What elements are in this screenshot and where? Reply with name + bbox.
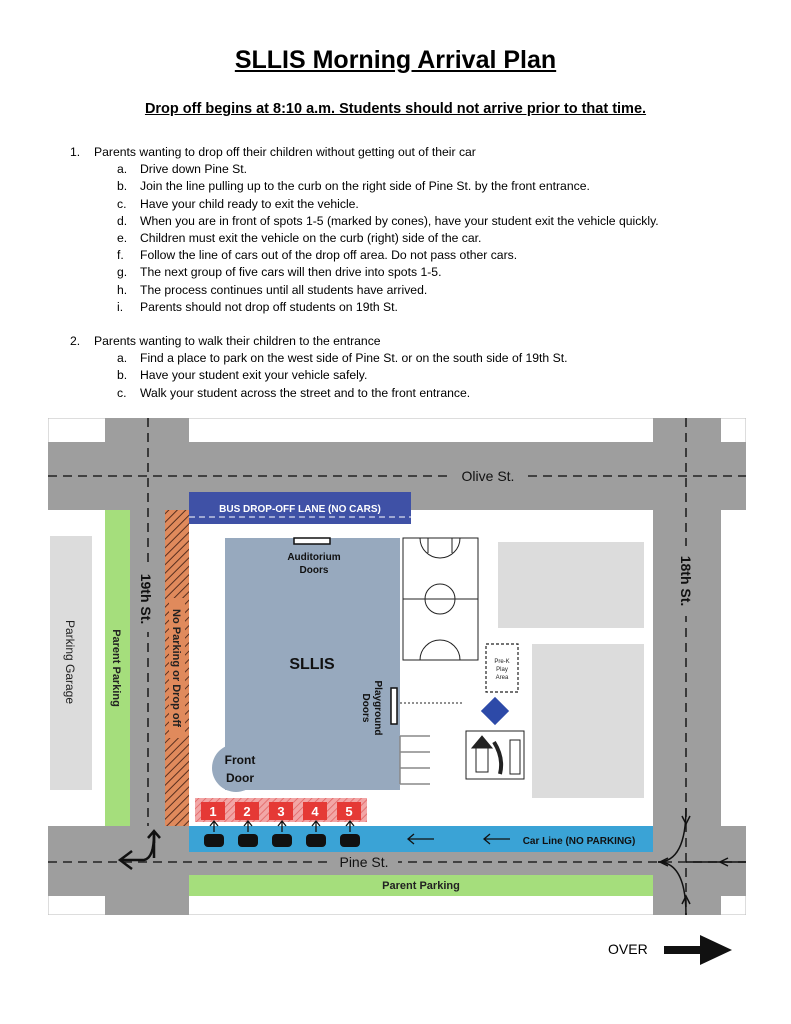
instruction-list <box>70 144 659 402</box>
list-letter: b. <box>117 179 128 194</box>
arrow-right-icon <box>664 933 734 967</box>
front-door-label-2: Door <box>226 771 254 785</box>
section-2-heading <box>70 333 659 350</box>
auditorium-doors-marker <box>294 538 330 544</box>
no-parking-label: No Parking or Drop off <box>170 609 182 727</box>
list-item <box>70 299 659 316</box>
parent-parking-left-label: Parent Parking <box>110 629 122 707</box>
list-letter: a. <box>117 162 128 177</box>
spot-1: 1 <box>209 804 217 819</box>
list-text: Join the line pulling up to the curb on the right side of Pine St. by the front entrance. <box>140 179 590 194</box>
page-title: SLLIS Morning Arrival Plan <box>234 46 557 74</box>
list-item <box>70 350 659 367</box>
list-text: When you are in front of spots 1-5 (marked by cones), have your student exit the vehicle quickly. <box>140 213 659 228</box>
list-text: Walk your student across the street and to the front entrance. <box>140 385 471 400</box>
list-letter: c. <box>117 196 127 211</box>
section-2-text: Parents wanting to walk their children to the entrance <box>94 334 381 349</box>
eighteenth-st-label: 18th St. <box>678 555 694 607</box>
list-text: Follow the line of cars out of the drop off area. Do not pass other cars. <box>140 248 518 263</box>
school-label: SLLIS <box>289 656 335 673</box>
list-text: Children must exit the vehicle on the curb (right) side of the car. <box>140 231 482 246</box>
page-subtitle: Drop off begins at 8:10 a.m. Students should not arrive prior to that time. <box>144 101 647 117</box>
list-text: Find a place to park on the west side of Pine St. or on the south side of 19th St. <box>140 351 568 366</box>
list-item <box>70 264 659 281</box>
prek-label-3: Area <box>495 675 509 681</box>
list-item <box>70 161 659 178</box>
playground-label-2: Doors <box>360 693 371 723</box>
spot-3: 3 <box>277 804 285 819</box>
list-item <box>70 247 659 264</box>
parent-parking-bottom-label: Parent Parking <box>382 880 460 892</box>
olive-st-label: Olive St. <box>461 468 515 484</box>
spot-4: 4 <box>311 804 319 819</box>
playground-label-1: Playground <box>372 680 383 736</box>
section-2-number: 2. <box>70 334 81 349</box>
list-letter: b. <box>117 368 128 383</box>
list-item <box>70 282 659 299</box>
list-text: Drive down Pine St. <box>140 162 248 177</box>
spot-5: 5 <box>345 804 353 819</box>
parking-garage-label: Parking Garage <box>63 619 77 705</box>
prek-label-1: Pre-K <box>494 659 510 665</box>
arrival-map <box>48 418 746 915</box>
car-line-label: Car Line (NO PARKING) <box>522 836 636 847</box>
section-1-heading <box>70 144 659 161</box>
pine-st-label: Pine St. <box>339 854 389 870</box>
list-letter: e. <box>117 231 128 246</box>
auditorium-label-2: Doors <box>299 565 329 576</box>
east-lot-north <box>498 542 644 628</box>
playground-doors-marker <box>391 688 397 724</box>
list-item <box>70 178 659 195</box>
list-letter: c. <box>117 385 127 400</box>
list-text: Have your student exit your vehicle safely. <box>140 368 368 383</box>
list-letter: g. <box>117 265 128 280</box>
list-letter: f. <box>117 248 124 263</box>
list-text: Have your child ready to exit the vehicle. <box>140 196 359 211</box>
list-item <box>70 213 659 230</box>
section-1-text: Parents wanting to drop off their children without getting out of their car <box>94 145 476 159</box>
front-door-label-1: Front <box>224 753 256 767</box>
list-text: The next group of five cars will then drive into spots 1-5. <box>140 265 442 280</box>
nineteenth-st-label: 19th St. <box>138 573 154 625</box>
list-text: Parents should not drop off students on 19th St. <box>140 299 398 314</box>
list-item <box>70 230 659 247</box>
list-letter: a. <box>117 351 128 366</box>
list-text: The process continues until all students have arrived. <box>140 282 428 297</box>
list-item <box>70 385 659 402</box>
prek-label-2: Play <box>496 667 508 673</box>
east-lot-south <box>532 644 644 798</box>
section-1-number: 1. <box>70 145 81 159</box>
auditorium-label-1: Auditorium <box>287 552 341 563</box>
list-item <box>70 367 659 384</box>
bus-lane-label: BUS DROP-OFF LANE (NO CARS) <box>219 504 381 515</box>
list-letter: i. <box>117 299 124 314</box>
list-letter: h. <box>117 282 128 297</box>
spot-2: 2 <box>243 804 251 819</box>
list-letter: d. <box>117 213 128 228</box>
over-label: OVER <box>608 941 648 957</box>
east-block <box>721 510 746 826</box>
list-item <box>70 196 659 213</box>
playground-equipment-icon <box>466 731 524 779</box>
